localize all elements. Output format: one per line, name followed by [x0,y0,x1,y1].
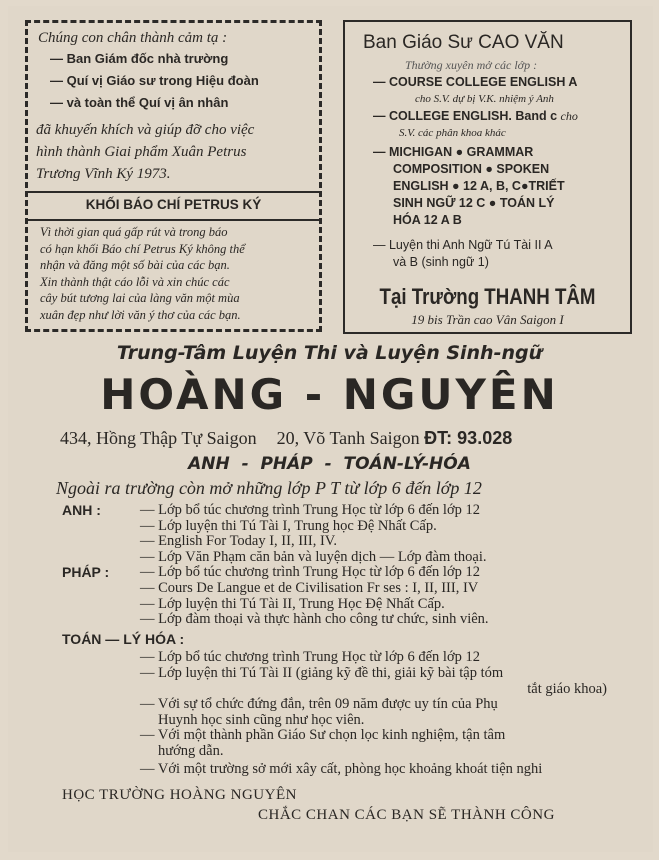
ad-title: Ban Giáo Sư CAO VĂN [363,32,564,53]
notice-line: Vì thời gian quá gấp rút và trong báo [40,225,228,239]
divider [28,191,319,193]
notice-line: xuân đẹp như lời văn ý thơ của các bạn. [40,307,241,322]
course-item-line: HÓA 12 A B [393,213,462,227]
course-item: — MICHIGAN ● GRAMMAR [373,145,534,159]
course-item: — COLLEGE ENGLISH. Band c cho [373,109,578,123]
point-item-cont: Huynh học sinh cũng như học viên. [158,711,365,728]
list-item: — Lớp Văn Phạm căn bản và luyện dịch — Lớp đàm thoại. [140,548,487,565]
subjects: ANH - PHÁP - TOÁN-LÝ-HÓA [188,454,471,474]
notice-line: có hạn khối Báo chí Petrus Ký không thể [40,241,245,256]
thanks-body-line: Trương Vĩnh Ký 1973. [36,166,171,182]
point-item-cont: hướng dẫn. [158,742,224,759]
section-label-phap: PHÁP : [62,564,110,581]
course-note: S.V. các phân khoa khác [399,127,506,139]
school-address: 19 bis Trần cao Vân Saigon I [411,312,564,327]
course-item-line: ENGLISH ● 12 A, B, C●TRIẾT [393,179,565,193]
list-item: — Lớp luyện thi Tú Tài II (giảng kỹ đề thi, giải kỹ bài tập tóm [140,664,504,681]
list-item: — Lớp đàm thoại và thực hành cho công tư chức, sinh viên. [140,611,489,628]
list-item: — Cours De Langue et de Civilisation Fr ses : I, II, III, IV [140,579,479,596]
notice-line: nhận và đăng một số bài của các bạn. [40,258,230,272]
closing-line-1: HỌC TRƯỜNG HOÀNG NGUYÊN [62,787,297,803]
course-item: — COURSE COLLEGE ENGLISH A [373,75,578,89]
thanks-body-line: đã khuyến khích và giúp đỡ cho việc [36,122,255,138]
thanks-notice-box [25,20,322,332]
thanks-item: — Quí vị Giáo sư trong Hiệu đoàn [50,73,259,88]
course-item-line: COMPOSITION ● SPOKEN [393,162,550,176]
address-1: 434, Hồng Thập Tự Saigon [60,428,257,448]
course-item-line: và B (sinh ngữ 1) [393,255,489,269]
thanks-body-line: hình thành Giai phẩm Xuân Petrus [36,144,247,160]
list-item: — Lớp luyện thi Tú Tài II, Trung Học Đệ Nhất Cấp. [140,595,445,612]
list-item-cont: tắt giáo khoa) [527,680,607,697]
point-item: — Với một thành phần Giáo Sư chọn lọc kinh nghiệm, tận tâm [140,727,506,744]
phone: ĐT: 93.028 [424,428,513,448]
press-heading: KHỐI BÁO CHÍ PETRUS KÝ [85,197,262,212]
cao-van-ad-box [343,20,632,334]
center-address [60,428,512,449]
thanks-intro: Chúng con chân thành cảm tạ : [38,30,228,46]
divider [28,219,319,221]
thanks-item: — Ban Giám đốc nhà trường [50,51,229,66]
course-item-line: SINH NGỮ 12 C ● TOÁN LÝ [393,196,555,210]
center-tagline: Trung-Tâm Luyện Thi và Luyện Sinh-ngữ [116,342,543,364]
course-note: cho S.V. dự bị V.K. nhiệm ý Anh [415,93,554,105]
section-label-toan: TOÁN — LÝ HÓA : [62,630,185,647]
extra-classes: Ngoài ra trường còn mở những lớp P T từ lớp 6 đến lớp 12 [56,478,482,498]
section-label-anh: ANH : [62,502,101,518]
ad-subtitle: Thường xuyên mở các lớp : [405,58,538,72]
list-item: — Lớp bổ túc chương trình Trung Học từ lớp 6 đến lớp 12 [140,649,480,666]
address-2: 20, Võ Tanh Saigon [276,428,420,448]
notice-line: cây bút tương lai của làng văn một mùa [40,291,240,305]
notice-line: Xin thành thật cáo lỗi và xin chúc các [40,274,230,289]
school-name: Tại Trường THANH TÂM [379,284,596,309]
point-item: — Với sự tổ chức đứng đắn, trên 09 năm được uy tín của Phụ [140,696,498,713]
closing-line-2: CHẮC CHAN CÁC BẠN SẼ THÀNH CÔNG [258,807,555,823]
point-item: — Với một trường sở mới xây cất, phòng học khoảng khoát tiện nghi [140,760,543,777]
list-item: — Lớp bổ túc chương trình Trung Học từ lớp 6 đến lớp 12 [140,502,480,518]
list-item: — Lớp bổ túc chương trình Trung Học từ lớp 6 đến lớp 12 [140,564,480,581]
center-name: HOÀNG - NGUYÊN [100,370,559,419]
thanks-item: — và toàn thể Quí vị ân nhân [50,95,229,110]
course-item: — Luyện thi Anh Ngữ Tú Tài II A [373,238,553,252]
list-item: — English For Today I, II, III, IV. [140,533,337,550]
list-item: — Lớp luyện thi Tú Tài I, Trung học Đệ Nhất Cấp. [140,517,437,534]
course-list [62,503,607,777]
